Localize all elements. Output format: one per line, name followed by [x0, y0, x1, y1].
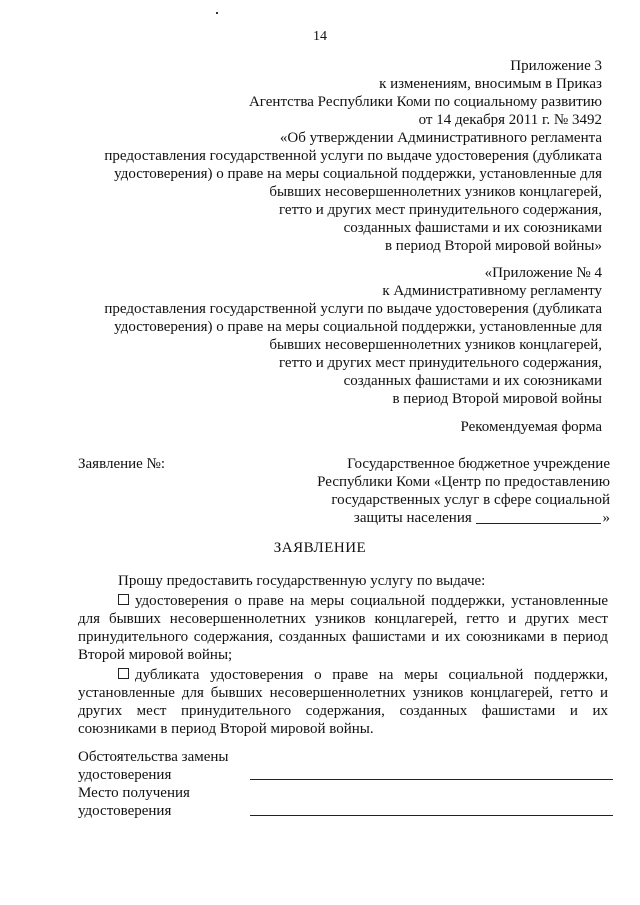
- appendix-4-line: «Приложение № 4: [484, 265, 602, 281]
- appendix-4-line: гетто и других мест принудительного содержания,: [278, 355, 602, 371]
- organization-branch-blank[interactable]: [476, 511, 601, 524]
- field-label: [78, 748, 248, 784]
- checkbox-certificate[interactable]: [118, 594, 129, 605]
- option-duplicate-rest: установленные для бывших несовершеннолетних узников концлагерей, гетто и других мест принудительного содержания, созданных фашистами и их союзниками в период Второй мировой войны.: [78, 685, 608, 737]
- replacement-circumstances-input-line[interactable]: [250, 779, 613, 780]
- scan-dot: [216, 12, 218, 14]
- statement-number-label: Заявление №:: [78, 456, 166, 472]
- appendix-3-line: в период Второй мировой войны»: [384, 238, 602, 254]
- appendix-3-line: «Об утверждении Административного регламента: [279, 130, 602, 146]
- organization-last-line-text: защиты населения: [353, 510, 472, 526]
- field-label-line: Место получения: [78, 785, 190, 801]
- organization-closing-quote: »: [602, 510, 610, 526]
- option-certificate-rest: для бывших несовершеннолетних узников концлагерей, гетто и других мест принудительного содержания, созданных фашистами и их союзниками в период Второй мировой войны;: [78, 611, 608, 663]
- organization-line: Республики Коми «Центр по предоставлению: [317, 474, 610, 490]
- field-label: [78, 784, 248, 820]
- appendix-4-header: [104, 264, 602, 408]
- organization-address: [317, 455, 610, 527]
- field-place-of-receipt: [78, 784, 613, 820]
- organization-last-line: [317, 509, 610, 527]
- place-of-receipt-input-line[interactable]: [250, 815, 613, 816]
- field-replacement-circumstances: [78, 748, 613, 784]
- appendix-4-line: бывших несовершеннолетних узников концлагерей,: [269, 337, 602, 353]
- option-certificate-first-line: удостоверения о праве на меры социальной поддержки, установленные: [135, 593, 608, 609]
- document-title: ЗАЯВЛЕНИЕ: [273, 540, 367, 556]
- checkbox-duplicate[interactable]: [118, 668, 129, 679]
- form-fields: [78, 748, 613, 820]
- recommended-form-label: Рекомендуемая форма: [460, 419, 602, 435]
- organization-line: Государственное бюджетное учреждение: [347, 456, 610, 472]
- appendix-4-line: созданных фашистами и их союзниками: [343, 373, 602, 389]
- field-label-line: удостоверения: [78, 803, 172, 819]
- appendix-4-line: удостоверения) о праве на меры социальной поддержки, установленные для: [114, 319, 602, 335]
- appendix-3-header: [104, 57, 602, 255]
- appendix-3-line: от 14 декабря 2011 г. № 3492: [418, 112, 602, 128]
- appendix-3-line: предоставления государственной услуги по выдаче удостоверения (дубликата: [104, 148, 602, 164]
- request-intro: Прошу предоставить государственную услугу по выдаче:: [118, 573, 486, 589]
- appendix-3-line: Агентства Республики Коми по социальному развитию: [248, 94, 602, 110]
- appendix-3-line: Приложение 3: [510, 58, 602, 74]
- appendix-3-line: бывших несовершеннолетних узников концлагерей,: [269, 184, 602, 200]
- option-duplicate: [78, 666, 608, 738]
- field-label-line: Обстоятельства замены: [78, 749, 229, 765]
- organization-line: государственных услуг в сфере социальной: [331, 492, 610, 508]
- appendix-3-line: гетто и других мест принудительного содержания,: [278, 202, 602, 218]
- appendix-4-line: в период Второй мировой войны: [392, 391, 602, 407]
- field-label-line: удостоверения: [78, 767, 172, 783]
- option-duplicate-first-line: дубликата удостоверения о праве на меры социальной поддержки,: [135, 667, 608, 683]
- appendix-3-line: к изменениям, вносимым в Приказ: [379, 76, 602, 92]
- option-certificate: [78, 592, 608, 664]
- appendix-4-line: предоставления государственной услуги по выдаче удостоверения (дубликата: [104, 301, 602, 317]
- appendix-3-line: созданных фашистами и их союзниками: [343, 220, 602, 236]
- page-number: 14: [313, 29, 327, 44]
- appendix-3-line: удостоверения) о праве на меры социальной поддержки, установленные для: [114, 166, 602, 182]
- appendix-4-line: к Административному регламенту: [382, 283, 602, 299]
- request-body: [78, 572, 608, 738]
